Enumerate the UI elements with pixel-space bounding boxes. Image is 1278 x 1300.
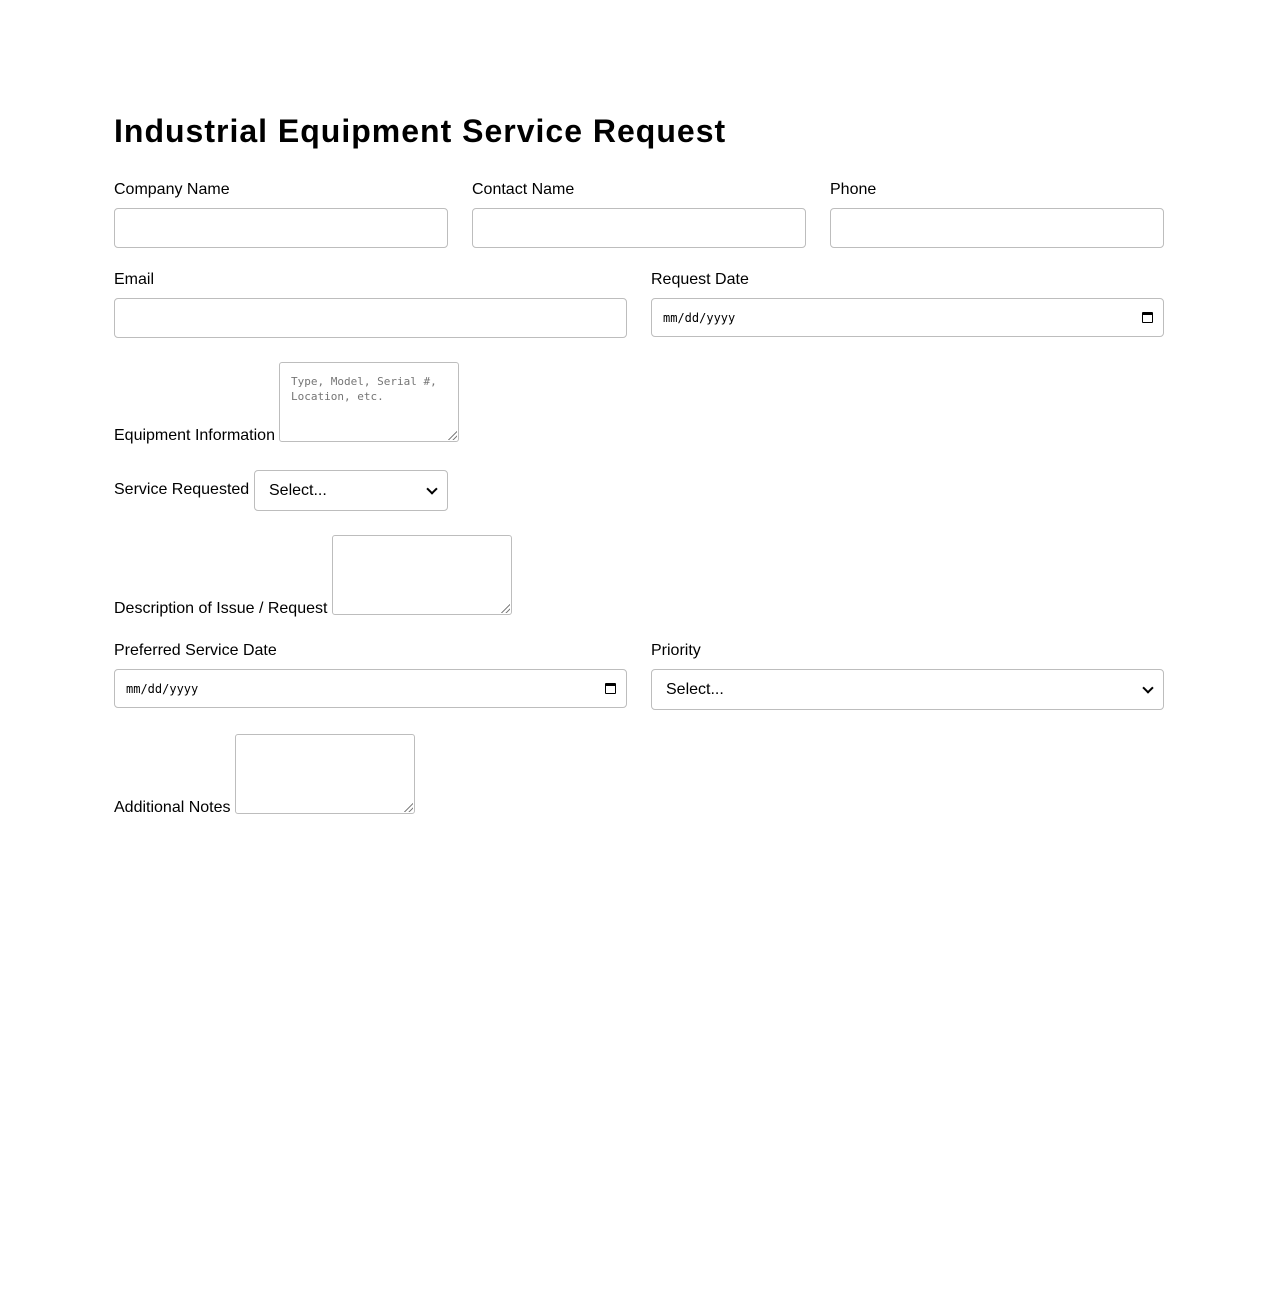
- phone-input[interactable]: [830, 208, 1164, 248]
- chevron-down-icon: [1142, 682, 1153, 693]
- equipment-information-placeholder: Type, Model, Serial #, Location, etc.: [291, 375, 437, 403]
- service-requested-label: Service Requested: [114, 481, 250, 498]
- description-label: Description of Issue / Request: [114, 600, 328, 617]
- company-name-input[interactable]: [114, 208, 448, 248]
- service-requested-select[interactable]: [254, 470, 448, 511]
- priority-select[interactable]: [651, 669, 1164, 710]
- contact-name-label: Contact Name: [472, 181, 575, 198]
- chevron-down-icon: [426, 483, 437, 494]
- equipment-information-label: Equipment Information: [114, 427, 275, 444]
- preferred-service-date-value: mm/dd/yyyy: [126, 681, 199, 696]
- contact-name-input[interactable]: [472, 208, 806, 248]
- phone-label: Phone: [830, 181, 877, 198]
- resize-grip-icon[interactable]: [448, 431, 457, 440]
- request-date-label: Request Date: [651, 271, 749, 288]
- email-input[interactable]: [114, 298, 627, 338]
- description-textarea[interactable]: [332, 535, 512, 615]
- resize-grip-icon[interactable]: [404, 803, 413, 812]
- request-date-value: mm/dd/yyyy: [663, 310, 736, 325]
- preferred-service-date-input[interactable]: [114, 669, 627, 708]
- preferred-service-date-label: Preferred Service Date: [114, 642, 277, 659]
- page-title: Industrial Equipment Service Request: [114, 113, 727, 149]
- request-date-input[interactable]: [651, 298, 1164, 337]
- equipment-information-textarea[interactable]: [279, 362, 459, 442]
- resize-grip-icon[interactable]: [501, 604, 510, 613]
- priority-label: Priority: [651, 642, 701, 659]
- service-requested-selected: Select...: [269, 481, 327, 499]
- priority-selected: Select...: [666, 680, 724, 698]
- company-name-label: Company Name: [114, 181, 230, 198]
- calendar-icon[interactable]: [1142, 312, 1153, 323]
- email-label: Email: [114, 271, 155, 288]
- calendar-icon[interactable]: [605, 683, 616, 694]
- additional-notes-textarea[interactable]: [235, 734, 415, 814]
- additional-notes-label: Additional Notes: [114, 799, 231, 816]
